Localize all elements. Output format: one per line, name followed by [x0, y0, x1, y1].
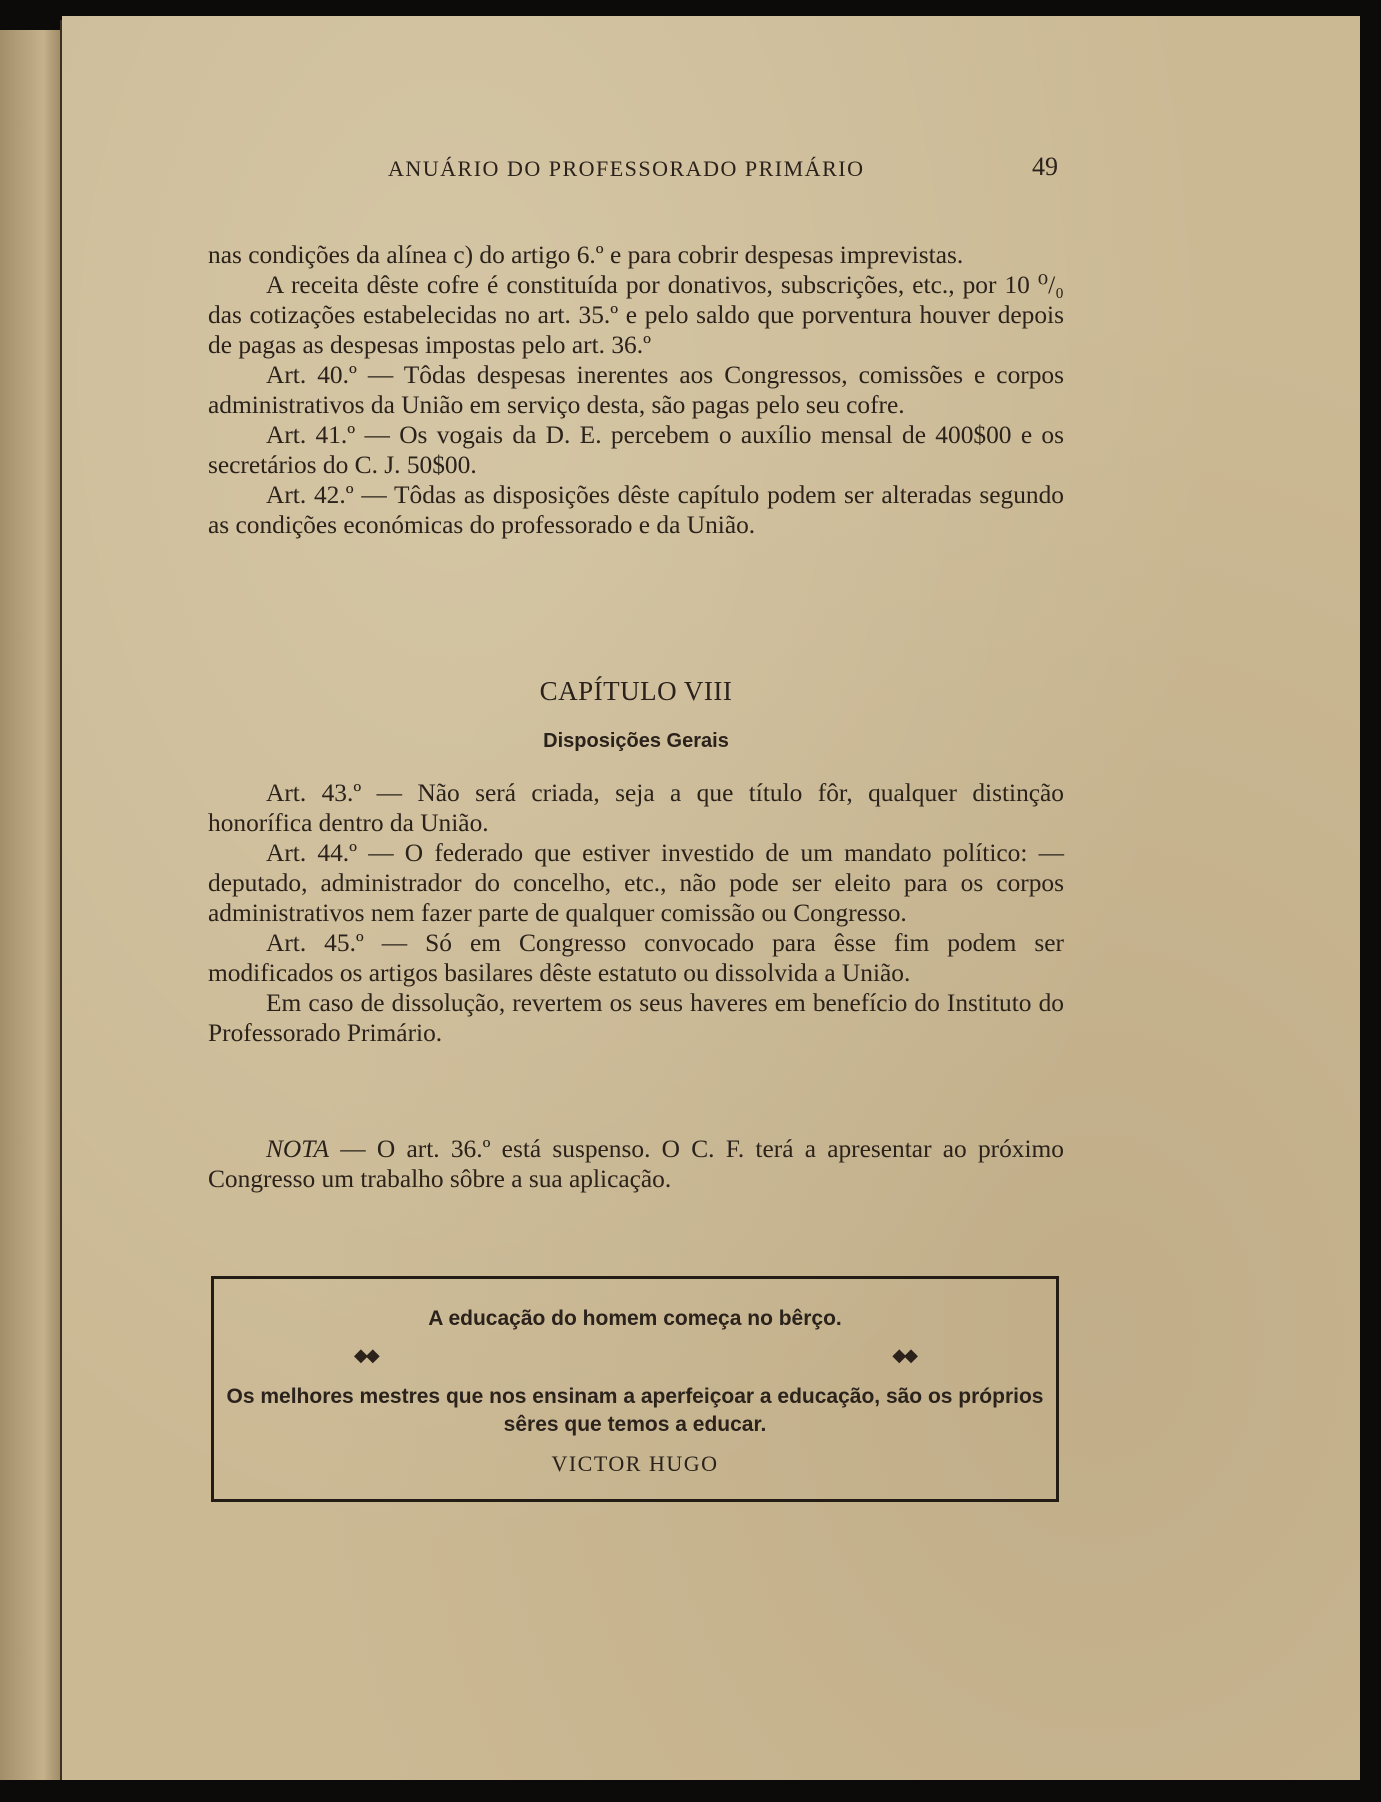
diamond-ornament-icon: ◆◆ — [892, 1345, 916, 1365]
paragraph-receita: A receita dêste cofre é constituída por donativos, subscrições, etc., por 10 ⁰/₀ das cotizações estabelecidas no art. 35.º e pelo saldo que porventura houver depois de pagas as despesas impostas pelo art. 36.º — [208, 271, 1064, 359]
section-title: Disposições Gerais — [543, 730, 729, 752]
quote-box — [211, 1276, 1059, 1502]
running-header-title: ANUÁRIO DO PROFESSORADO PRIMÁRIO — [388, 156, 865, 181]
note-label: NOTA — [266, 1135, 330, 1163]
note-text: — O art. 36.º está suspenso. O C. F. terá a apresentar ao próximo Congresso um trabalho sôbre a sua aplicação. — [208, 1135, 1064, 1193]
paragraph-dissolucao: Em caso de dissolução, revertem os seus haveres em benefício do Instituto do Professorado Primário. — [208, 989, 1064, 1047]
paragraph-art-43: Art. 43.º — Não será criada, seja a que título fôr, qualquer distinção honorífica dentro da União. — [208, 779, 1064, 837]
body-text-top — [208, 240, 1064, 540]
note-block — [208, 1134, 1064, 1194]
paragraph-art-45: Art. 45.º — Só em Congresso convocado para êsse fim podem ser modificados os artigos basilares dêste estatuto ou dissolvida a União. — [208, 929, 1064, 987]
chapter-title: CAPÍTULO VIII — [539, 676, 733, 706]
paragraph-art-44: Art. 44.º — O federado que estiver investido de um mandato político: — deputado, administrador do concelho, etc., não pode ser eleito para os corpos administrativos nem fazer parte de qualquer comissão ou Congresso. — [208, 839, 1064, 927]
adjacent-page-edge — [0, 30, 62, 1780]
paragraph-continuation: nas condições da alínea c) do artigo 6.º e para cobrir despesas imprevistas. — [208, 241, 964, 269]
diamond-ornament-icon: ◆◆ — [354, 1345, 378, 1365]
quote-line-2: Os melhores mestres que nos ensinam a aperfeiçoar a educação, são os próprios sêres que temos a educar. — [226, 1385, 1044, 1436]
quote-line-1: A educação do homem começa no bêrço. — [428, 1307, 842, 1330]
quote-author: VICTOR HUGO — [551, 1451, 719, 1476]
body-text-chapter — [208, 778, 1064, 1048]
paragraph-art-42: Art. 42.º — Tôdas as disposições dêste capítulo podem ser alteradas segundo as condições económicas do professorado e da União. — [208, 481, 1064, 539]
paragraph-art-41: Art. 41.º — Os vogais da D. E. percebem o auxílio mensal de 400$00 e os secretários do C. J. 50$00. — [208, 421, 1064, 479]
page-number: 49 — [1032, 152, 1058, 181]
paragraph-art-40: Art. 40.º — Tôdas despesas inerentes aos Congressos, comissões e corpos administrativos da União em serviço desta, são pagas pelo seu cofre. — [208, 361, 1064, 419]
note-paragraph — [208, 1134, 1064, 1194]
